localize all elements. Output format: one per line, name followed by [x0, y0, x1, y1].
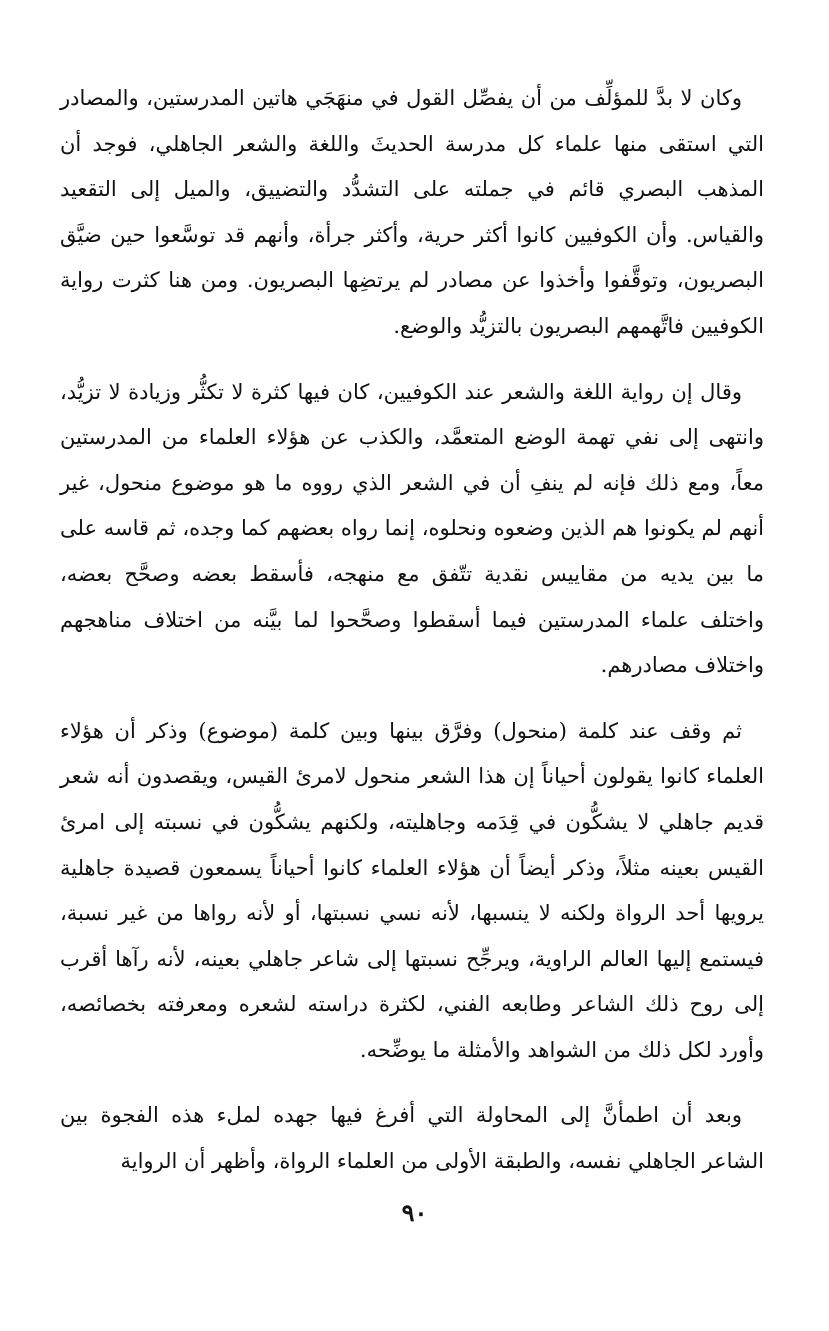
paragraph-2: وقال إن رواية اللغة والشعر عند الكوفيين، كان فيها كثرة لا تكثُّر وزيادة لا تزيُّد، وانتهى إلى نفي تهمة الوضع المتعمَّد، والكذب عن هؤلاء العلماء من المدرستين معاً، ومع ذلك فإنه لم ينفِ أن في الشعر الذي رووه ما هو موضوع منحول، غير أنهم لم يكونوا هم الذين وضعوه ونحلوه، إنما رواه بعضهم كما وجده، ثم قاسه على ما بين يديه من مقاييس نقدية تتّفق مع منهجه، فأسقط بعضه وصحَّح بعضه، واختلف علماء المدرستين فيما أسقطوا وصحَّحوا لما بيَّنه من اختلاف مناهجهم واختلاف مصادرهم.: [60, 379, 764, 678]
paragraph-1: وكان لا بدَّ للمؤلِّف من أن يفصِّل القول في منهَجَي هاتين المدرستين، والمصادر التي استقى منها علماء كل مدرسة الحديثَ واللغة والشعر الجاهلي، فوجد أن المذهب البصري قائم في جملته على التشدُّد والتضييق، والميل إلى التقعيد والقياس. وأن الكوفيين كانوا أكثر حرية، وأكثر جرأة، وأنهم قد توسَّعوا حين ضيَّق البصريون، وتوقَّفوا وأخذوا عن مصادر لم يرتضِها البصريون. ومن هنا كثرت رواية الكوفيين فاتَّهمهم البصريون بالتزيُّد والوضع.: [60, 86, 764, 338]
paragraph-3: ثم وقف عند كلمة (منحول) وفرَّق بينها وبين كلمة (موضوع) وذكر أن هؤلاء العلماء كانوا يقولون أحياناً إن هذا الشعر منحول لامرئ القيس، ويقصدون أنه شعر قديم جاهلي لا يشكُّون في قِدَمه وجاهليته، ولكنهم يشكُّون في نسبته إلى امرئ القيس بعينه مثلاً، وذكر أيضاً أن هؤلاء العلماء كانوا أحياناً يسمعون قصيدة جاهلية يرويها أحد الرواة ولكنه لا ينسبها، لأنه نسي نسبتها، أو لأنه رواها من غير نسبة، فيستمع إليها العالم الراوية، ويرجِّح نسبتها إلى شاعر جاهلي بعينه، لأنه رآها أقرب إلى روح ذلك الشاعر وطابعه الفني، لكثرة دراسته لشعره ومعرفته بخصائصه، وأورد لكل ذلك من الشواهد والأمثلة ما يوضِّحه.: [60, 718, 764, 1062]
paragraph-4: وبعد أن اطمأنَّ إلى المحاولة التي أفرغ فيها جهده لملء هذه الفجوة بين الشاعر الجاهلي نفسه، والطبقة الأولى من العلماء الرواة، وأظهر أن الرواية: [60, 1103, 764, 1174]
page-body-text: [60, 76, 764, 1205]
page-number: ٩٠: [401, 1198, 428, 1227]
